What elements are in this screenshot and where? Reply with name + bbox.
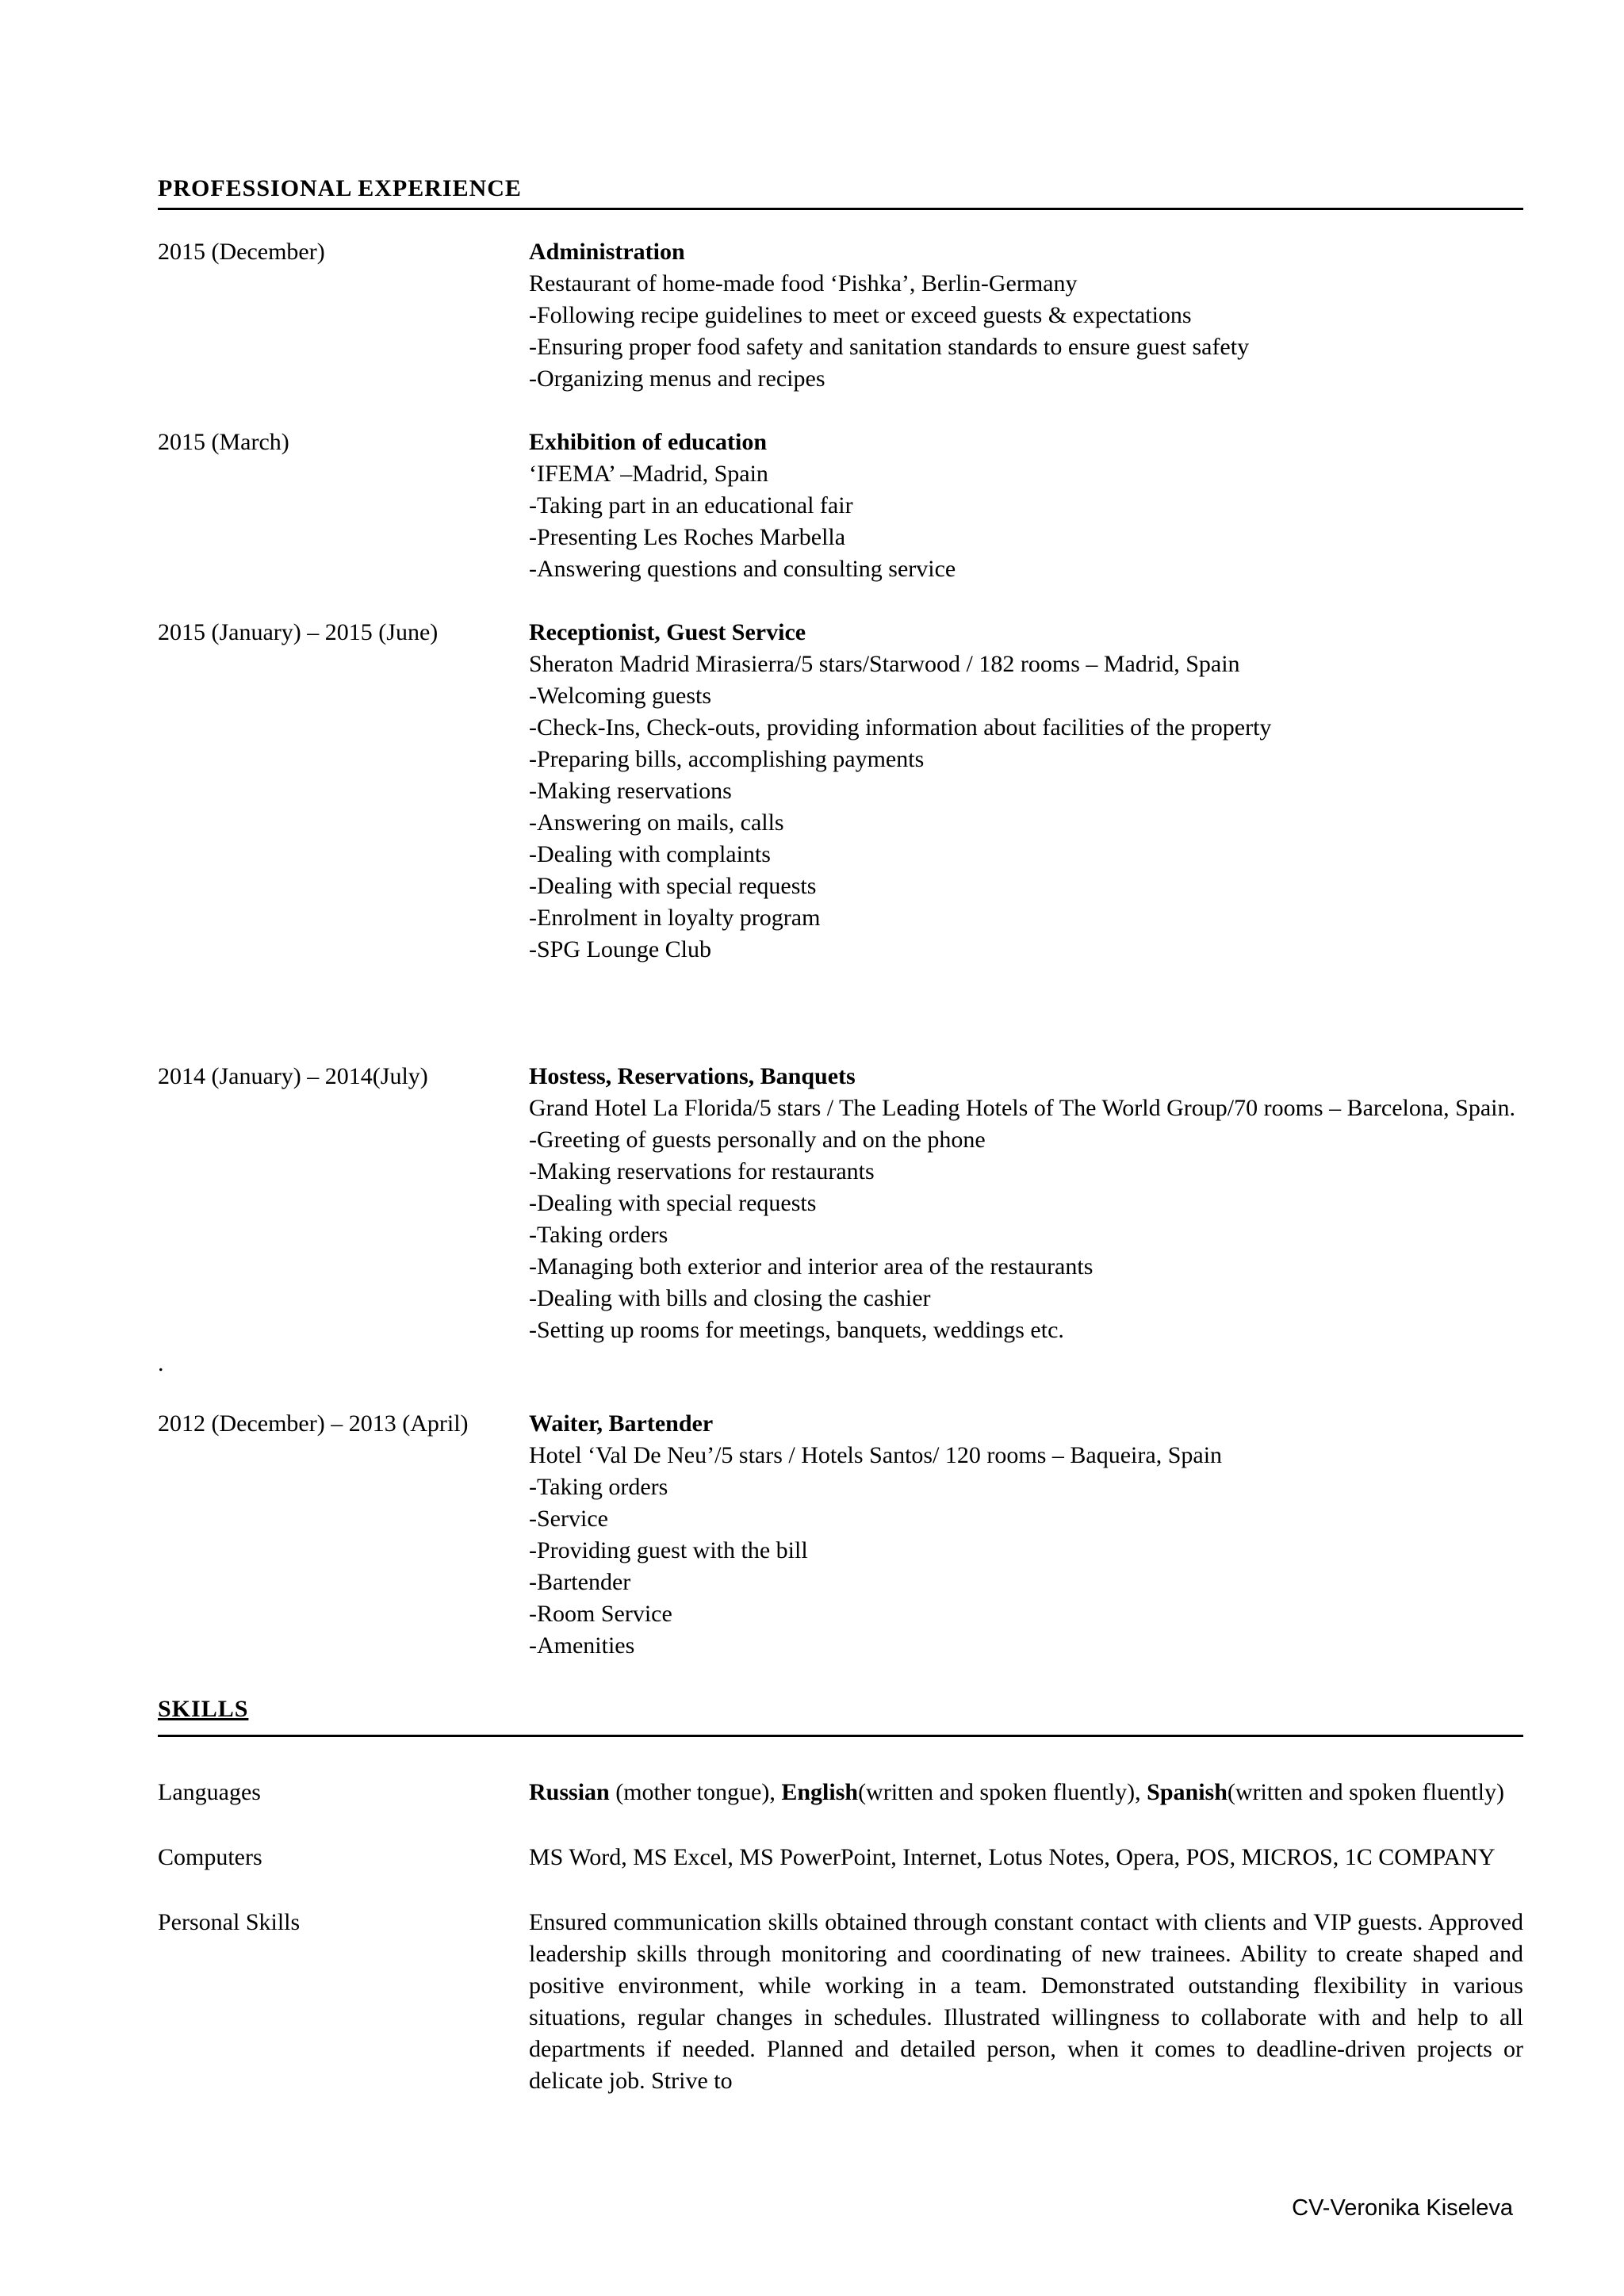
entry-date: 2012 (December) – 2013 (April) <box>158 1410 469 1437</box>
entry-line: Grand Hotel La Florida/5 stars / The Leading Hotels of The World Group/70 rooms – Barcelona, Spain. <box>529 1095 1516 1121</box>
skills-heading-label: SKILLS <box>158 1696 249 1722</box>
entry-line: -Dealing with special requests <box>529 1190 817 1216</box>
skill-text-segment: (mother tongue), <box>609 1779 782 1805</box>
skill-text-segment: English <box>781 1779 859 1805</box>
entry-line: -Check-Ins, Check-outs, providing information about facilities of the property <box>529 714 1272 740</box>
entry-line: -Dealing with special requests <box>529 873 817 899</box>
skill-text-segment: MS Word, MS Excel, MS PowerPoint, Internet, Lotus Notes, Opera, POS, MICROS, 1C COMPANY <box>529 1844 1496 1870</box>
entry-role: Waiter, Bartender <box>529 1410 714 1437</box>
entry-line: Hotel ‘Val De Neu’/5 stars / Hotels Santos/ 120 rooms – Baqueira, Spain <box>529 1442 1223 1468</box>
entry-line: -Enrolment in loyalty program <box>529 905 821 931</box>
entry-line: -SPG Lounge Club <box>529 936 712 962</box>
skill-content <box>529 1907 1523 2097</box>
entry-line: -Following recipe guidelines to meet or exceed guests & expectations <box>529 302 1192 328</box>
skills-rows <box>158 1777 1523 2097</box>
experience-entries <box>158 236 1523 1662</box>
skills-section <box>158 1693 1523 2097</box>
entry-line: ‘IFEMA’ –Madrid, Spain <box>529 461 768 487</box>
entry-role: Exhibition of education <box>529 429 768 455</box>
entry-line: -Taking orders <box>529 1222 668 1248</box>
entry-body <box>529 236 1523 395</box>
entry-line: Sheraton Madrid Mirasierra/5 stars/Starwood / 182 rooms – Madrid, Spain <box>529 651 1240 677</box>
entry-line: -Answering questions and consulting service <box>529 556 956 582</box>
entry-line: -Organizing menus and recipes <box>529 365 825 392</box>
professional-experience-heading: PROFESSIONAL EXPERIENCE <box>158 173 1523 210</box>
skill-text-segment: (written and spoken fluently), <box>858 1779 1147 1805</box>
entry-line: -Preparing bills, accomplishing payments <box>529 746 925 772</box>
skill-content <box>529 1777 1523 1808</box>
entry-body <box>529 427 1523 585</box>
skill-text-segment: Ensured communication skills obtained through constant contact with clients and VIP guests. Approved leadership skills through monitoring and coordinating of new trainees. Ability to create shaped and positive environment, while working in a team. Demonstrated outstanding flexibility in various situations, regular changes in schedules. Illustrated willingness to collaborate with and help to all departments if needed. Planned and detailed person, when it comes to deadline-driven projects or delicate job. Strive to <box>529 1909 1523 2094</box>
skill-content <box>529 1842 1523 1873</box>
skills-heading <box>158 1693 1523 1737</box>
entry-line: -Dealing with bills and closing the cashier <box>529 1285 931 1311</box>
skill-row <box>158 1907 1523 2097</box>
entry-line: -Amenities <box>529 1632 635 1659</box>
skill-text-segment: Russian <box>529 1779 610 1805</box>
entry-line: Restaurant of home-made food ‘Pishka’, Berlin-Germany <box>529 270 1078 297</box>
entry-line: -Dealing with complaints <box>529 841 771 867</box>
entry-date: 2015 (March) <box>158 429 289 455</box>
skill-text-segment: Spanish <box>1147 1779 1228 1805</box>
entry-role: Hostess, Reservations, Banquets <box>529 1063 856 1089</box>
skill-row <box>158 1777 1523 1808</box>
experience-entry <box>158 1348 1523 1380</box>
entry-line: -Taking part in an educational fair <box>529 492 853 519</box>
skill-text-segment: (written and spoken fluently) <box>1227 1779 1504 1805</box>
entry-line: -Room Service <box>529 1601 672 1627</box>
skill-label: Personal Skills <box>158 1909 301 1935</box>
entry-line: -Making reservations <box>529 778 732 804</box>
skill-label: Computers <box>158 1844 262 1870</box>
entry-date: . <box>158 1350 164 1376</box>
entry-role: Administration <box>529 239 685 265</box>
entry-line: -Managing both exterior and interior area of the restaurants <box>529 1253 1094 1280</box>
entry-body <box>529 1061 1523 1346</box>
experience-entry <box>158 427 1523 585</box>
entry-body <box>529 1408 1523 1662</box>
entry-body <box>529 1348 1523 1380</box>
entry-line: -Bartender <box>529 1569 631 1595</box>
entry-line: -Presenting Les Roches Marbella <box>529 524 846 550</box>
entry-date: 2015 (January) – 2015 (June) <box>158 619 439 645</box>
entry-body <box>529 617 1523 966</box>
entry-line: -Service <box>529 1506 608 1532</box>
entry-date: 2015 (December) <box>158 239 325 265</box>
entry-date: 2014 (January) – 2014(July) <box>158 1063 428 1089</box>
entry-line: -Setting up rooms for meetings, banquets, weddings etc. <box>529 1317 1064 1343</box>
footer-signature: CV-Veronika Kiseleva <box>1292 2195 1513 2221</box>
skill-row <box>158 1842 1523 1873</box>
experience-entry <box>158 617 1523 966</box>
entry-line: -Making reservations for restaurants <box>529 1158 875 1184</box>
entry-line: -Ensuring proper food safety and sanitation standards to ensure guest safety <box>529 334 1250 360</box>
experience-entry <box>158 236 1523 395</box>
skill-label: Languages <box>158 1779 261 1805</box>
entry-line: -Providing guest with the bill <box>529 1537 808 1563</box>
entry-line: -Welcoming guests <box>529 683 712 709</box>
entry-line: -Greeting of guests personally and on the phone <box>529 1127 986 1153</box>
experience-entry <box>158 1061 1523 1346</box>
experience-entry <box>158 1408 1523 1662</box>
entry-line: -Answering on mails, calls <box>529 809 784 836</box>
entry-role: Receptionist, Guest Service <box>529 619 806 645</box>
entry-line: -Taking orders <box>529 1474 668 1500</box>
